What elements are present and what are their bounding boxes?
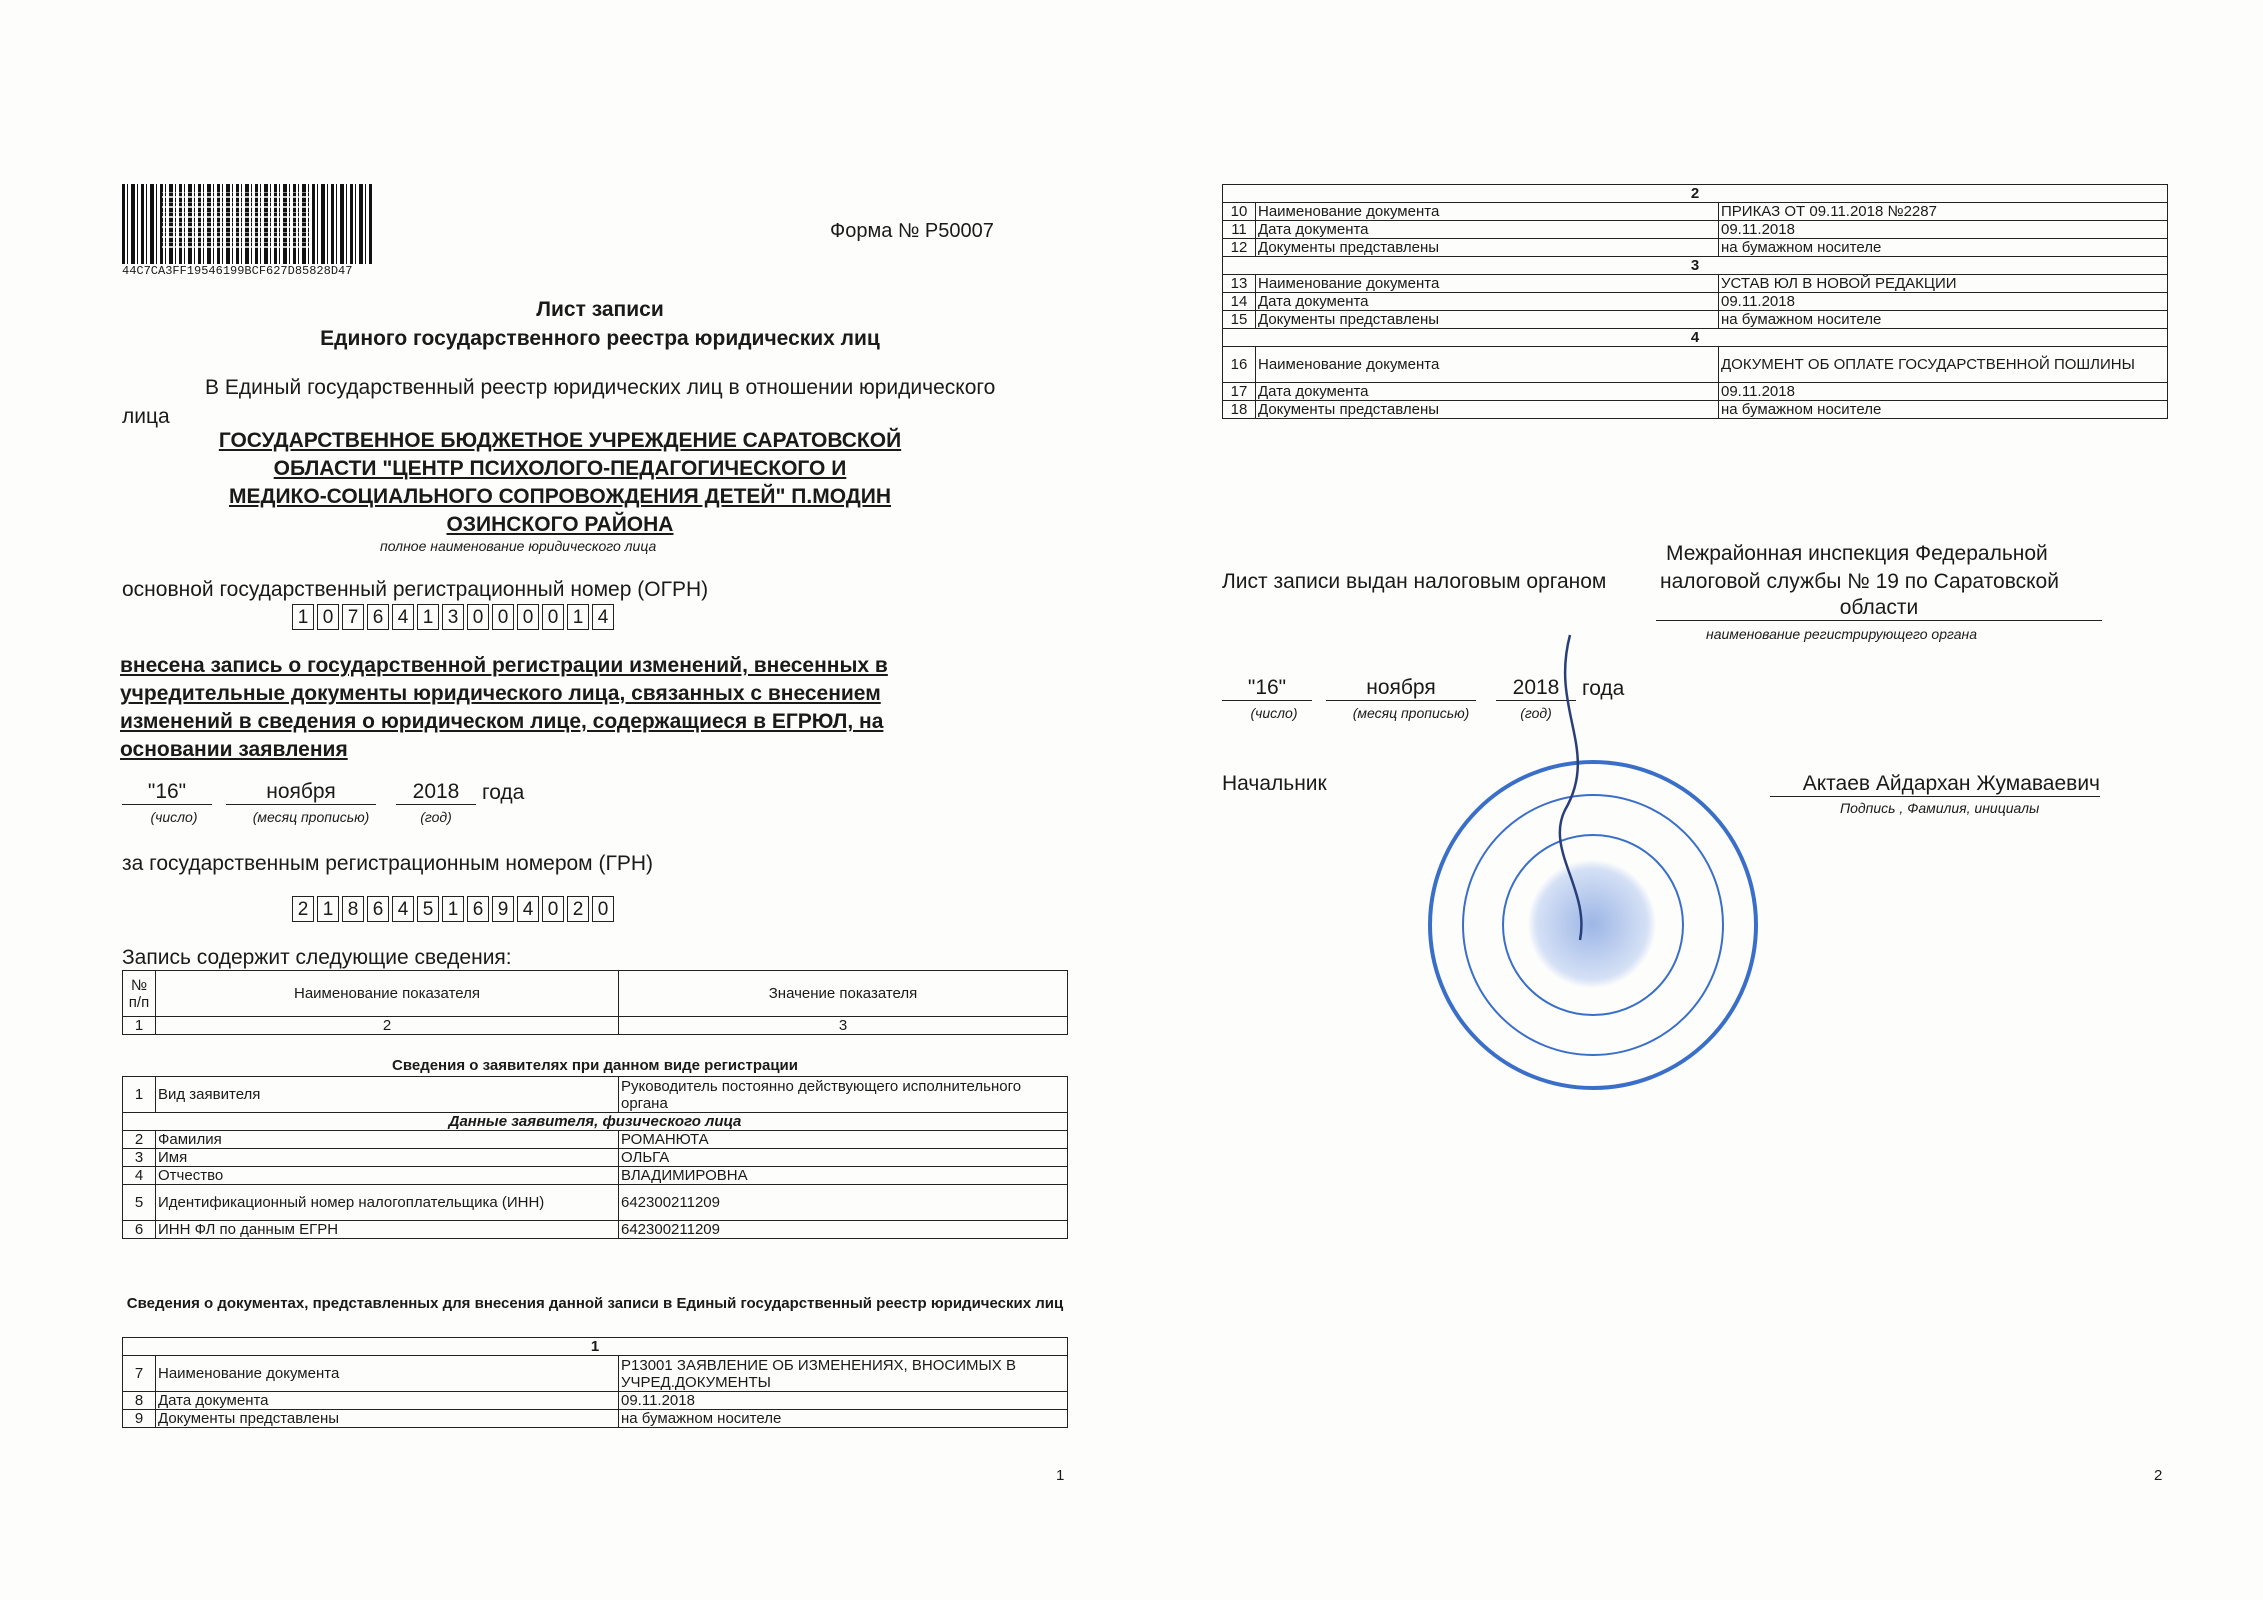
row-value: 09.11.2018: [1719, 383, 2168, 401]
ogrn-digit: 0: [317, 604, 339, 630]
group-row: [123, 1338, 1068, 1356]
row-number: 4: [123, 1167, 156, 1185]
issued-by-label: Лист записи выдан налоговым органом: [1222, 570, 1607, 593]
row-number: 15: [1223, 311, 1256, 329]
section-applicants: Сведения о заявителях при данном виде регистрации: [392, 1057, 798, 1074]
row-number: 2: [123, 1131, 156, 1149]
row-number: 9: [123, 1410, 156, 1428]
date-1: [122, 780, 524, 805]
table-row: [123, 1185, 1068, 1221]
row-number: 17: [1223, 383, 1256, 401]
row-value: 09.11.2018: [1719, 221, 2168, 239]
header-name: Наименование показателя: [156, 971, 619, 1017]
contains-label: Запись содержит следующие сведения:: [122, 946, 512, 969]
row-name: Документы представлены: [1256, 239, 1719, 257]
ogrn-digit: 0: [467, 604, 489, 630]
header-col-1: 1: [123, 1017, 156, 1035]
ogrn-digit: 0: [542, 604, 564, 630]
row-value: ПРИКАЗ ОТ 09.11.2018 №2287: [1719, 203, 2168, 221]
row-name: Наименование документа: [1256, 275, 1719, 293]
row-number: 7: [123, 1356, 156, 1392]
group-row: [1223, 257, 2168, 275]
date-1-hint-month: (месяц прописью): [252, 809, 370, 825]
date-1-hints: [122, 809, 476, 825]
row-number: 1: [123, 1077, 156, 1113]
ogrn-digit: 0: [492, 604, 514, 630]
group-label: 4: [1223, 329, 2168, 347]
row-number: 8: [123, 1392, 156, 1410]
title-line-2: Единого государственного реестра юридических лиц: [320, 327, 880, 350]
grn-digit: 9: [492, 896, 514, 922]
row-name: Наименование документа: [1256, 203, 1719, 221]
group-label: Данные заявителя, физического лица: [123, 1113, 1068, 1131]
intro-text-2: лица: [122, 405, 170, 428]
grn-digit: 6: [467, 896, 489, 922]
row-name: Документы представлены: [1256, 311, 1719, 329]
row-number: 12: [1223, 239, 1256, 257]
date-2-hint-day: (число): [1250, 705, 1298, 721]
row-name: Дата документа: [156, 1392, 619, 1410]
row-name: Идентификационный номер налогоплательщика (ИНН): [156, 1185, 619, 1221]
row-name: Фамилия: [156, 1131, 619, 1149]
date-2-year: 2018: [1496, 676, 1576, 701]
date-2-hint-month: (месяц прописью): [1352, 705, 1470, 721]
grn-digit: 1: [442, 896, 464, 922]
date-1-day: "16": [122, 780, 212, 805]
table-row: [1223, 239, 2168, 257]
tax-authority-hint: наименование регистрирующего органа: [1706, 626, 1978, 642]
row-number: 10: [1223, 203, 1256, 221]
row-value: на бумажном носителе: [1719, 311, 2168, 329]
date-2-year-suffix: года: [1582, 677, 1625, 700]
org-name-line-4: ОЗИНСКОГО РАЙОНА: [446, 513, 674, 536]
row-name: Дата документа: [1256, 293, 1719, 311]
ogrn-number: [292, 604, 617, 630]
ogrn-digit: 0: [517, 604, 539, 630]
row-name: Дата документа: [1256, 221, 1719, 239]
position: Начальник: [1222, 772, 1327, 795]
row-name: Наименование документа: [1256, 347, 1719, 383]
ogrn-digit: 1: [292, 604, 314, 630]
signatory-name: Актаев Айдархан Жумаваевич: [1770, 772, 2100, 797]
intro-text: В Единый государственный реестр юридических лиц в отношении юридического: [205, 376, 996, 399]
row-name: Дата документа: [1256, 383, 1719, 401]
page-number-1: 1: [1056, 1467, 1065, 1484]
date-2-month: ноября: [1326, 676, 1476, 701]
ogrn-digit: 7: [342, 604, 364, 630]
header-col-3: 3: [619, 1017, 1068, 1035]
row-name: ИНН ФЛ по данным ЕГРН: [156, 1221, 619, 1239]
header-table: [122, 970, 1068, 1035]
date-2-hint-year: (год): [1520, 705, 1552, 721]
table-row: [1223, 383, 2168, 401]
entry-line-2: учредительные документы юридического лица, связанных с внесением: [120, 682, 881, 705]
date-1-year-suffix: года: [482, 781, 525, 804]
grn-digit: 8: [342, 896, 364, 922]
row-value: ДОКУМЕНТ ОБ ОПЛАТЕ ГОСУДАРСТВЕННОЙ ПОШЛИНЫ: [1719, 347, 2168, 383]
title-line-1: Лист записи: [536, 298, 664, 321]
ogrn-digit: 4: [592, 604, 614, 630]
row-value: 09.11.2018: [619, 1392, 1068, 1410]
table-row: [1223, 203, 2168, 221]
ogrn-digit: 4: [392, 604, 414, 630]
signature-mark: [1540, 630, 1610, 950]
group-row: [1223, 185, 2168, 203]
barcode: [122, 184, 372, 264]
table-row: [1223, 275, 2168, 293]
row-value: РОМАНЮТА: [619, 1131, 1068, 1149]
date-1-hint-year: (год): [420, 809, 452, 825]
row-number: 6: [123, 1221, 156, 1239]
table-row: [1223, 293, 2168, 311]
page-number-2: 2: [2154, 1467, 2163, 1484]
ogrn-digit: 1: [417, 604, 439, 630]
entry-line-1: внесена запись о государственной регистрации изменений, внесенных в: [120, 654, 888, 677]
org-name-hint: полное наименование юридического лица: [380, 538, 657, 554]
row-value: на бумажном носителе: [1719, 239, 2168, 257]
table-row: [123, 1131, 1068, 1149]
row-value: на бумажном носителе: [1719, 401, 2168, 419]
grn-digit: 4: [392, 896, 414, 922]
header-no: № п/п: [123, 971, 156, 1017]
group-row: [123, 1113, 1068, 1131]
row-value: 09.11.2018: [1719, 293, 2168, 311]
table-row: [1223, 221, 2168, 239]
table-row: [123, 1077, 1068, 1113]
org-name-line-3: МЕДИКО-СОЦИАЛЬНОГО СОПРОВОЖДЕНИЯ ДЕТЕЙ" П.МОДИН: [228, 485, 891, 508]
row-value: УСТАВ ЮЛ В НОВОЙ РЕДАКЦИИ: [1719, 275, 2168, 293]
row-number: 3: [123, 1149, 156, 1167]
header-value: Значение показателя: [619, 971, 1068, 1017]
entry-line-4: основании заявления: [120, 738, 348, 761]
date-2-hints: [1222, 705, 1576, 721]
row-number: 16: [1223, 347, 1256, 383]
grn-digit: 4: [517, 896, 539, 922]
row-value: Руководитель постоянно действующего исполнительного органа: [619, 1077, 1068, 1113]
applicant-table: [122, 1076, 1068, 1239]
tax-authority-line-1: Межрайонная инспекция Федеральной: [1666, 542, 2048, 565]
row-number: 18: [1223, 401, 1256, 419]
row-number: 13: [1223, 275, 1256, 293]
grn-digit: 5: [417, 896, 439, 922]
table-row: [123, 1149, 1068, 1167]
row-name: Имя: [156, 1149, 619, 1167]
group-row: [1223, 329, 2168, 347]
table-row: [1223, 401, 2168, 419]
group-label: 2: [1223, 185, 2168, 203]
grn-digit: 1: [317, 896, 339, 922]
org-name-line-2: ОБЛАСТИ "ЦЕНТР ПСИХОЛОГО-ПЕДАГОГИЧЕСКОГО И: [273, 457, 847, 480]
date-1-year: 2018: [396, 780, 476, 805]
documents-table-right: [1222, 184, 2168, 419]
row-number: 11: [1223, 221, 1256, 239]
signature-hint: Подпись , Фамилия, инициалы: [1840, 800, 2040, 816]
table-row: [123, 1392, 1068, 1410]
grn-label: за государственным регистрационным номером (ГРН): [122, 852, 653, 875]
ogrn-digit: 1: [567, 604, 589, 630]
row-name: Наименование документа: [156, 1356, 619, 1392]
row-name: Отчество: [156, 1167, 619, 1185]
row-name: Документы представлены: [156, 1410, 619, 1428]
org-name-line-1: ГОСУДАРСТВЕННОЕ БЮДЖЕТНОЕ УЧРЕЖДЕНИЕ САРАТОВСКОЙ: [218, 429, 902, 452]
date-1-hint-day: (число): [150, 809, 198, 825]
row-name: Документы представлены: [1256, 401, 1719, 419]
documents-table-left: [122, 1337, 1068, 1428]
row-value: на бумажном носителе: [619, 1410, 1068, 1428]
ogrn-label: основной государственный регистрационный номер (ОГРН): [122, 578, 709, 601]
row-number: 5: [123, 1185, 156, 1221]
row-value: 642300211209: [619, 1185, 1068, 1221]
tax-authority-line-3: области: [1656, 596, 2102, 621]
section-documents: Сведения о документах, представленных для внесения данной записи в Единый государственный реестр юридических лиц: [126, 1295, 1064, 1312]
grn-digit: 6: [367, 896, 389, 922]
form-number: Форма № Р50007: [830, 220, 994, 242]
date-1-month: ноября: [226, 780, 376, 805]
grn-digit: 2: [292, 896, 314, 922]
row-name: Вид заявителя: [156, 1077, 619, 1113]
row-number: 14: [1223, 293, 1256, 311]
barcode-text: 44C7CA3FF19546199BCF627D85828D47: [122, 264, 353, 278]
grn-digit: 2: [567, 896, 589, 922]
row-value: Р13001 ЗАЯВЛЕНИЕ ОБ ИЗМЕНЕНИЯХ, ВНОСИМЫХ В УЧРЕД.ДОКУМЕНТЫ: [619, 1356, 1068, 1392]
grn-digit: 0: [592, 896, 614, 922]
table-row: [123, 1221, 1068, 1239]
table-row: [123, 1167, 1068, 1185]
ogrn-digit: 3: [442, 604, 464, 630]
group-label: 1: [123, 1338, 1068, 1356]
row-value: 642300211209: [619, 1221, 1068, 1239]
row-value: ОЛЬГА: [619, 1149, 1068, 1167]
ogrn-digit: 6: [367, 604, 389, 630]
table-row: [1223, 311, 2168, 329]
header-col-2: 2: [156, 1017, 619, 1035]
table-row: [123, 1356, 1068, 1392]
row-value: ВЛАДИМИРОВНА: [619, 1167, 1068, 1185]
table-row: [1223, 347, 2168, 383]
entry-line-3: изменений в сведения о юридическом лице, содержащиеся в ЕГРЮЛ, на: [120, 710, 884, 733]
date-2-day: "16": [1222, 676, 1312, 701]
grn-digit: 0: [542, 896, 564, 922]
table-row: [123, 1410, 1068, 1428]
tax-authority-line-2: налоговой службы № 19 по Саратовской: [1660, 570, 2059, 593]
grn-number: [292, 896, 617, 922]
group-label: 3: [1223, 257, 2168, 275]
